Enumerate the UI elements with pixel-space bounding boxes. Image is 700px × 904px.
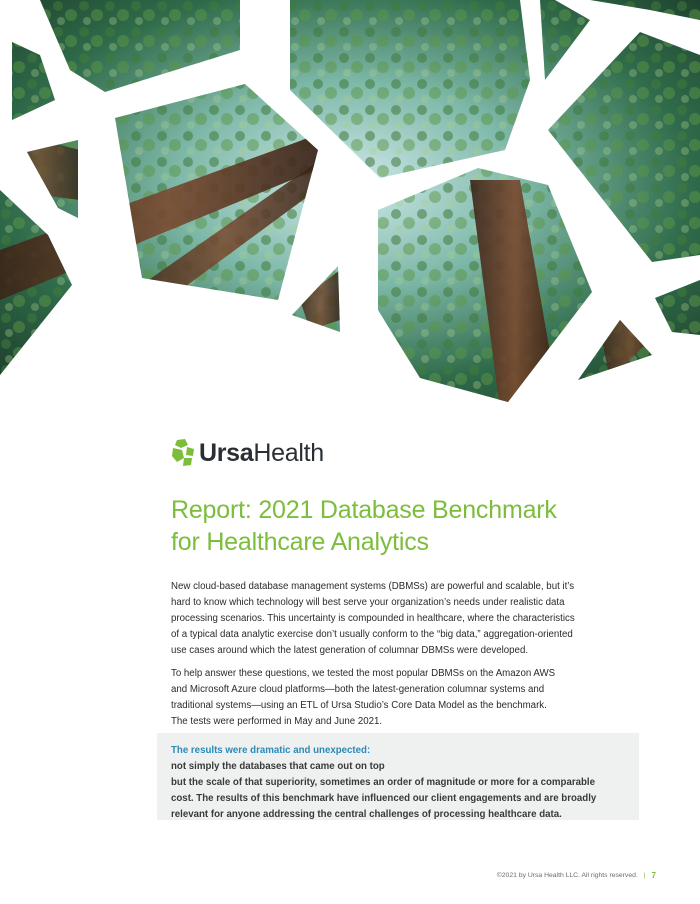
page-number: 7 xyxy=(651,871,656,880)
intro-line: of a typical data analytic exercise don’t usually conform to the “big data,” aggregation-oriented xyxy=(171,629,573,640)
callout-text xyxy=(171,743,641,823)
callout-line: cost. The results of this benchmark have influenced our client engagements and are broadly xyxy=(171,793,597,804)
ursa-hexagon-logo-icon xyxy=(171,439,195,467)
method-line: The tests were performed in May and June 2021. xyxy=(171,716,383,727)
callout-line: but the scale of that superiority, sometimes an order of magnitude or more for a comparable xyxy=(171,777,596,788)
title-line-2: for Healthcare Analytics xyxy=(171,528,429,556)
page-footer xyxy=(497,871,656,880)
intro-line: use cases around which the latest generation of columnar DBMSs were developed. xyxy=(171,645,529,656)
title-line-1: Report: 2021 Database Benchmark xyxy=(171,496,557,524)
intro-paragraph xyxy=(171,579,641,659)
callout-lead: The results were dramatic and unexpected: xyxy=(171,745,371,756)
method-paragraph xyxy=(171,666,641,730)
callout-line-1-rest: not simply the databases that came out on top xyxy=(171,761,385,772)
report-title xyxy=(171,494,641,558)
forest-canopy-hero-image xyxy=(0,0,700,410)
logo-light: Health xyxy=(253,439,324,467)
callout-line: relevant for anyone addressing the central challenges of processing healthcare data. xyxy=(171,809,562,820)
logo-bold: Ursa xyxy=(199,439,254,467)
logo-wordmark xyxy=(199,438,324,468)
method-line: traditional systems—using an ETL of Ursa Studio’s Core Data Model as the benchmark. xyxy=(171,700,547,711)
intro-line: New cloud-based database management systems (DBMSs) are powerful and scalable, but it’s xyxy=(171,581,575,592)
intro-line: processing scenarios. This uncertainty is compounded in healthcare, where the characteristics xyxy=(171,613,575,624)
results-callout xyxy=(157,733,639,820)
footer-separator: | xyxy=(643,872,646,879)
callout-line xyxy=(171,743,641,775)
copyright-text: ©2021 by Ursa Health LLC. All rights reserved. xyxy=(496,872,638,879)
intro-line: hard to know which technology will best serve your organization’s needs under realistic data xyxy=(171,597,565,608)
method-line: To help answer these questions, we tested the most popular DBMSs on the Amazon AWS xyxy=(171,668,556,679)
ursa-health-logo xyxy=(171,436,324,470)
method-line: and Microsoft Azure cloud platforms—both the latest-generation columnar systems and xyxy=(171,684,545,695)
